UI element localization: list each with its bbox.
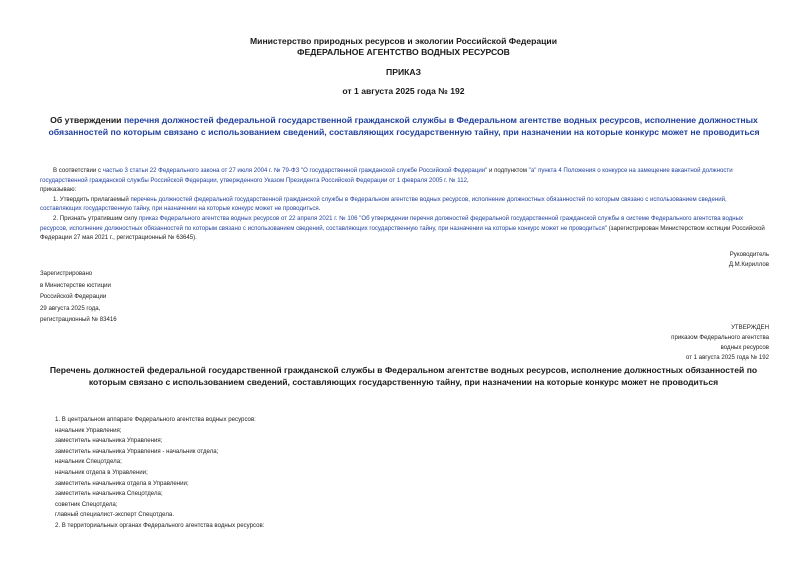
- approved-line: УТВЕРЖДЕН: [731, 324, 769, 331]
- approved-line: от 1 августа 2025 года № 192: [685, 354, 769, 361]
- list-item: начальник Управления;: [55, 426, 122, 434]
- list-item: начальник отдела в Управлении;: [55, 468, 148, 476]
- paragraph-basis: [40, 166, 768, 185]
- list-title: Перечень должностей федеральной государственной гражданской службы в Федеральном агентстве водных ресурсов, исполнение должностных обязанностей по которым связано с использованием сведений, составляющих государственную тайну, при назначении на которые конкурс может не проводиться: [49, 365, 758, 387]
- list-item: 1. В центральном аппарате Федерального агентства водных ресурсов:: [55, 416, 256, 423]
- text-fragment: ,: [467, 176, 469, 184]
- text-fragment: .: [318, 205, 321, 213]
- text-fragment: и подпунктом: [487, 167, 529, 174]
- order-word: приказываю:: [40, 186, 77, 194]
- agency-name: ФЕДЕРАЛЬНОЕ АГЕНТСТВО ВОДНЫХ РЕСУРСОВ: [297, 47, 510, 57]
- text-fragment: 2. Признать утратившим силу: [53, 214, 139, 222]
- registration-line: 29 августа 2025 года,: [40, 304, 101, 312]
- paragraph-repeal: [40, 214, 768, 243]
- approved-line: водных ресурсов: [720, 344, 769, 351]
- doc-title-prefix: Об утверждении: [50, 115, 124, 125]
- doc-title-link[interactable]: перечня должностей федеральной государственной гражданской службы в Федеральном агентстве водных ресурсов, исполнение должностных обязанностей по которым связано с использованием сведений, составляющих государственную тайну, при назначении на которые конкурс может не проводиться: [48, 115, 760, 137]
- doc-type: ПРИКАЗ: [386, 67, 421, 77]
- positions-list: [55, 415, 755, 532]
- list-item: советник Спецотдела;: [55, 500, 118, 508]
- doc-body: [40, 166, 768, 243]
- list-item: заместитель начальника Управления;: [55, 437, 163, 445]
- list-item: заместитель начальника Спецотдела;: [55, 490, 163, 498]
- registration-line: Зарегистрировано: [40, 270, 93, 277]
- repealed-order-link[interactable]: приказ Федерального агентства водных ресурсов от 22 апреля 2021 г. № 106 "Об утверждении перечня должностей федеральной государственной гражданской службы в системе Федерального агентства водных ресурсов, исполнение должностных обязанностей по которым связано с использованием сведений, составляющих государственную тайну, при назначении на которые конкурс может не проводиться": [40, 214, 744, 232]
- registration-line: Российской Федерации: [40, 293, 107, 301]
- approved-block: [671, 323, 769, 363]
- list-link[interactable]: перечень должностей федеральной государственной гражданской службы в Федеральном агентстве водных ресурсов, исполнение должностных обязанностей по которым связано с использованием сведений, составляющих государственную тайну, при назначении на которые конкурс может не проводиться: [40, 195, 727, 213]
- ministry-name: Министерство природных ресурсов и экологии Российской Федерации: [250, 36, 557, 46]
- text-fragment: 1. Утвердить прилагаемый: [53, 195, 131, 203]
- registration-block: [40, 268, 117, 326]
- text-fragment: (зарегистрирован Министерством юстиции Российской Федерации 27 мая 2021 г., регистрационный № 63645).: [40, 224, 765, 242]
- list-item: начальник Спецотдела;: [55, 458, 122, 466]
- doc-title: [36, 114, 772, 138]
- signature-position: Руководитель: [729, 251, 769, 258]
- signature-name: Д.М.Кириллов: [728, 260, 769, 268]
- doc-date-number: от 1 августа 2025 года № 192: [342, 86, 465, 96]
- text-fragment: В соответствии с: [53, 167, 103, 174]
- paragraph-approve: [40, 195, 768, 214]
- list-item: 2. В территориальных органах Федерального агентства водных ресурсов:: [55, 521, 265, 529]
- registration-line: в Министерстве юстиции: [40, 281, 111, 289]
- list-item: заместитель начальника отдела в Управлении;: [55, 479, 189, 487]
- approved-line: приказом Федерального агентства: [671, 334, 769, 341]
- registration-line: регистрационный № 83416: [40, 316, 117, 324]
- law-link[interactable]: частью 3 статьи 22 Федерального закона от 27 июля 2004 г. № 79-ФЗ "О государственной гражданской службе Российской Федерации": [102, 167, 488, 174]
- signature-block: [729, 250, 769, 269]
- list-item: заместитель начальника Управления - начальник отдела;: [55, 447, 219, 455]
- regulation-link[interactable]: "а" пункта 4 Положения о конкурсе на замещение вакантной должности государственной гражданской службы Российской Федерации, утвержденного Указом Президента Российской Федерации от 1 февраля 2005 г. № 112: [40, 167, 733, 184]
- list-item: главный специалист-эксперт Спецотдела.: [55, 511, 175, 519]
